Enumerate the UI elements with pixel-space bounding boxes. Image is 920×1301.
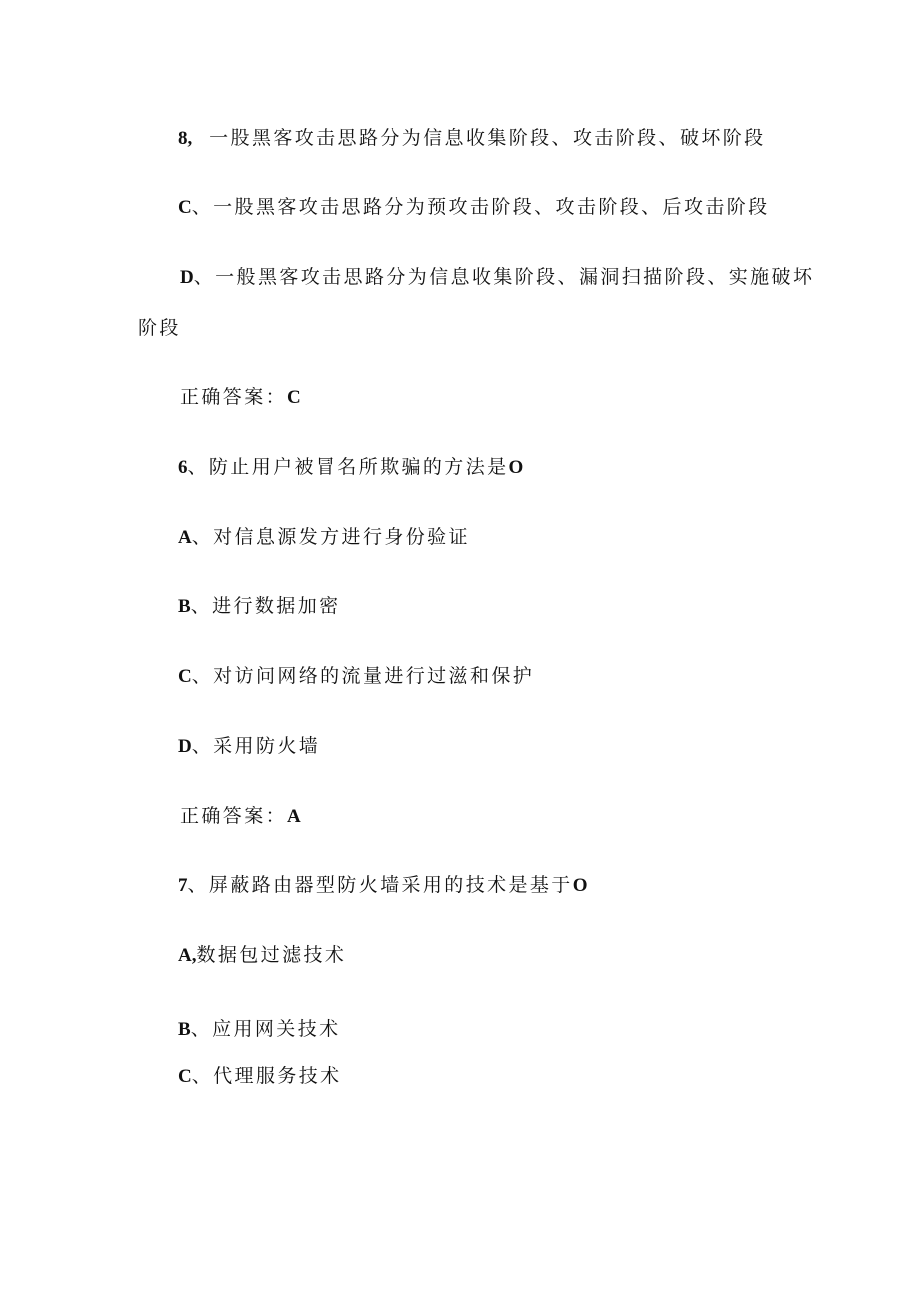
option-line	[178, 733, 320, 760]
question-number: 6	[178, 457, 188, 478]
option-letter: D	[180, 267, 194, 288]
option-letter: D	[178, 736, 192, 757]
option-line	[178, 1063, 342, 1090]
option-line	[178, 125, 766, 152]
option-line	[178, 663, 534, 690]
option-text: 一般黑客攻击思路分为信息收集阶段、漏洞扫描阶段、实施破坏	[215, 266, 815, 288]
option-text: 一股黑客攻击思路分为预攻击阶段、攻击阶段、后攻击阶段	[213, 196, 770, 218]
question-blank: O	[572, 875, 588, 896]
question-text: 防止用户被冒名所欺骗的方法是	[208, 456, 509, 478]
option-text: 采用防火墙	[213, 735, 321, 757]
question-number: 7	[178, 875, 188, 896]
correct-answer	[180, 803, 301, 830]
option-separator: 、	[191, 1065, 214, 1087]
answer-value: A	[287, 806, 301, 827]
option-letter: A,	[178, 945, 197, 966]
answer-value: C	[287, 387, 301, 408]
option-letter: 8,	[178, 128, 193, 149]
option-continuation	[138, 315, 181, 341]
correct-answer	[180, 384, 301, 411]
option-line	[178, 524, 470, 551]
option-text: 代理服务技术	[213, 1065, 342, 1087]
option-text: 一股黑客攻击思路分为信息收集阶段、攻击阶段、破坏阶段	[209, 127, 766, 149]
option-letter: B	[178, 1019, 191, 1040]
option-separator: 、	[190, 1018, 213, 1040]
option-text: 阶段	[138, 317, 181, 339]
question-text: 屏蔽路由器型防火墙采用的技术是基于	[208, 874, 573, 896]
answer-label: 正确答案：	[180, 386, 288, 408]
option-separator: 、	[191, 526, 214, 548]
option-letter: C	[178, 197, 192, 218]
option-line	[178, 593, 341, 620]
option-letter: C	[178, 666, 192, 687]
option-line	[180, 264, 814, 291]
option-letter: C	[178, 1066, 192, 1087]
option-text: 进行数据加密	[212, 595, 341, 617]
option-letter: B	[178, 596, 191, 617]
option-separator: 、	[191, 735, 214, 757]
option-text: 对访问网络的流量进行过滋和保护	[213, 665, 535, 687]
question-blank: O	[508, 457, 524, 478]
question-line	[178, 454, 523, 481]
option-letter: A	[178, 527, 192, 548]
option-line	[178, 194, 770, 221]
question-separator: 、	[187, 456, 209, 478]
answer-label: 正确答案：	[180, 805, 288, 827]
question-separator: 、	[187, 874, 209, 896]
option-separator	[192, 127, 209, 149]
question-line	[178, 872, 588, 899]
option-separator: 、	[193, 266, 216, 288]
option-separator: 、	[190, 595, 213, 617]
option-text: 对信息源发方进行身份验证	[213, 526, 470, 548]
option-line	[178, 1016, 341, 1043]
option-line	[178, 942, 346, 969]
option-text: 应用网关技术	[212, 1018, 341, 1040]
option-separator: 、	[191, 196, 214, 218]
option-separator: 、	[191, 665, 214, 687]
option-text: 数据包过滤技术	[196, 944, 347, 966]
